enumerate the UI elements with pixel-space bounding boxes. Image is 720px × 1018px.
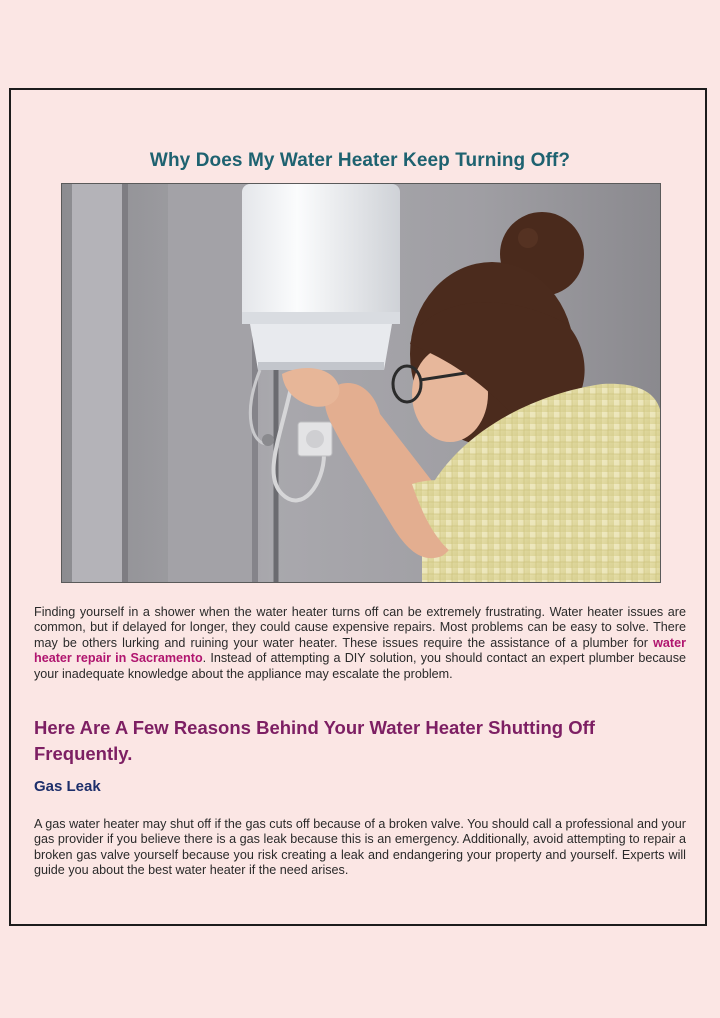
intro-text-start: Finding yourself in a shower when the water heater turns off can be extremely frustrating. Water heater issues are common, but if delayed for longer, they could cause expensive repairs. Most problems can be easy to solve. There may be others lurking and ruining your water heater. These issues require the assistance of a plumber for	[34, 605, 686, 650]
intro-text-end: . Instead of attempting a DIY solution, you should contact an expert plumber because your inadequate knowledge about the appliance may escalate the problem.	[34, 651, 686, 681]
hero-image	[61, 183, 661, 583]
subsection-heading: Gas Leak	[34, 778, 101, 795]
section-heading: Here Are A Few Reasons Behind Your Water Heater Shutting Off Frequently.	[34, 717, 595, 764]
page-title: Why Does My Water Heater Keep Turning Off?	[149, 150, 571, 171]
intro-paragraph	[34, 605, 686, 682]
page-frame	[9, 88, 707, 926]
repair-link[interactable]: water heater repair in Sacramento	[34, 635, 686, 666]
gas-leak-paragraph: A gas water heater may shut off if the gas cuts off because of a broken valve. You should call a professional and your gas provider if you believe there is a gas leak because this is an emergency. Additionally, avoid attempting to repair a broken gas valve yourself because you risk creating a leak and endangering your property and yourself. Experts will guide you about the best water heater if the need arises.	[34, 817, 686, 878]
